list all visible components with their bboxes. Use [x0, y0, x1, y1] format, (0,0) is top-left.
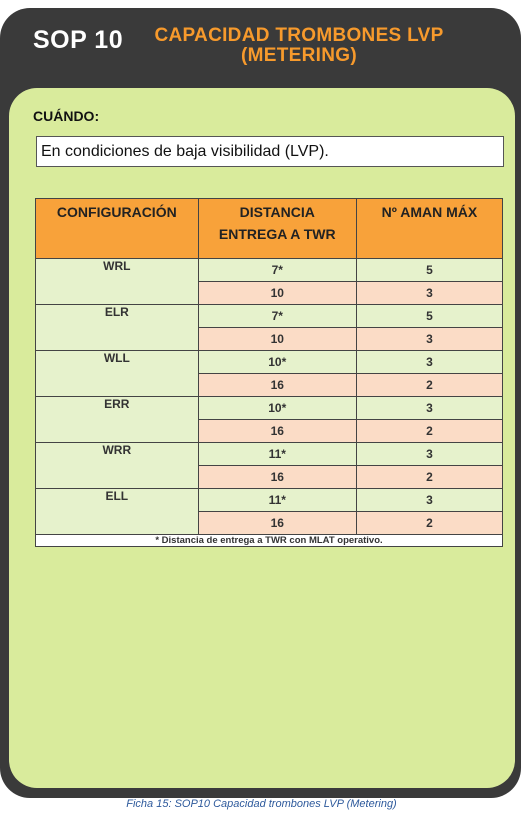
distancia-cell: 10: [198, 328, 356, 351]
col-header-distancia: [198, 199, 356, 259]
table-row: [36, 489, 503, 512]
aman-cell: 2: [356, 374, 502, 397]
distancia-cell: 7*: [198, 259, 356, 282]
distancia-cell: 10*: [198, 351, 356, 374]
figure-caption: Ficha 15: SOP10 Capacidad trombones LVP (Metering): [126, 798, 397, 810]
config-cell: ELL: [36, 489, 199, 535]
condition-box: En condiciones de baja visibilidad (LVP).: [36, 136, 504, 167]
table-row: [36, 397, 503, 420]
distancia-cell: 10*: [198, 397, 356, 420]
sop-code: SOP 10: [33, 26, 124, 54]
distancia-cell: 16: [198, 512, 356, 535]
capacity-table: [35, 198, 503, 547]
config-cell: WRL: [36, 259, 199, 305]
title-line-2: (METERING): [241, 45, 357, 66]
table-row: [36, 305, 503, 328]
content-panel: [9, 88, 515, 788]
config-cell: WRR: [36, 443, 199, 489]
aman-cell: 3: [356, 328, 502, 351]
footnote-row: [36, 535, 503, 547]
config-cell: ERR: [36, 397, 199, 443]
aman-cell: 5: [356, 305, 502, 328]
aman-cell: 2: [356, 466, 502, 489]
distancia-cell: 16: [198, 374, 356, 397]
col-header-distancia-line1: DISTANCIA: [239, 204, 315, 220]
distancia-cell: 11*: [198, 489, 356, 512]
table-footnote: * Distancia de entrega a TWR con MLAT operativo.: [36, 535, 503, 547]
card-title: [138, 26, 460, 66]
aman-cell: 3: [356, 443, 502, 466]
cuando-label: CUÁNDO:: [33, 108, 100, 124]
table-row: [36, 443, 503, 466]
config-cell: WLL: [36, 351, 199, 397]
aman-cell: 2: [356, 512, 502, 535]
aman-cell: 3: [356, 397, 502, 420]
distancia-cell: 16: [198, 466, 356, 489]
distancia-cell: 10: [198, 282, 356, 305]
aman-cell: 3: [356, 282, 502, 305]
col-header-configuracion: CONFIGURACIÓN: [36, 199, 199, 259]
table-row: [36, 259, 503, 282]
aman-cell: 5: [356, 259, 502, 282]
distancia-cell: 7*: [198, 305, 356, 328]
title-line-1: CAPACIDAD TROMBONES LVP: [154, 25, 444, 46]
config-cell: ELR: [36, 305, 199, 351]
sop-card: [0, 8, 521, 798]
table-header-row: [36, 199, 503, 259]
table-row: [36, 351, 503, 374]
aman-cell: 2: [356, 420, 502, 443]
distancia-cell: 16: [198, 420, 356, 443]
aman-cell: 3: [356, 489, 502, 512]
card-header: [0, 8, 521, 98]
distancia-cell: 11*: [198, 443, 356, 466]
col-header-aman: Nº AMAN MÁX: [356, 199, 502, 259]
aman-cell: 3: [356, 351, 502, 374]
col-header-distancia-line2: ENTREGA A TWR: [218, 226, 336, 242]
